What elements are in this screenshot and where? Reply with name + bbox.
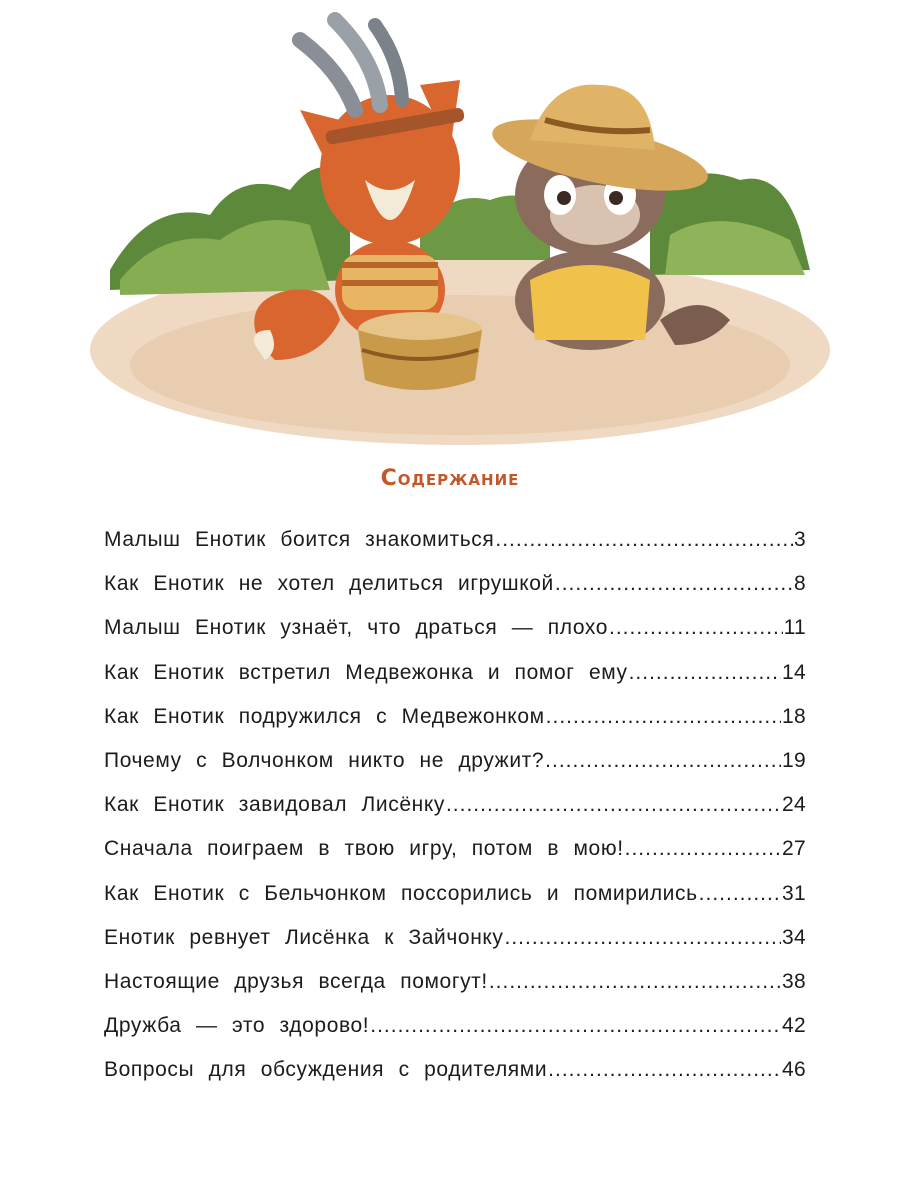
toc-entry-title: Почему с Волчонком никто не дружит?	[104, 748, 545, 772]
toc-leader-dots	[629, 661, 781, 685]
toc-entry[interactable]	[104, 837, 806, 881]
toc-entry-title: Как Енотик завидовал Лисёнку	[104, 793, 445, 817]
toc-leader-dots	[446, 793, 781, 817]
toc-leader-dots	[545, 749, 781, 773]
toc-entry-page: 3	[794, 528, 806, 551]
toc-entry[interactable]	[104, 616, 806, 660]
toc-entry-title: Малыш Енотик боится знакомиться	[104, 528, 495, 551]
toc-entry[interactable]	[104, 572, 806, 616]
toc-title: Содержание	[380, 466, 520, 491]
toc-entry-title: Как Енотик не хотел делиться игрушкой	[104, 572, 554, 596]
toc-entry-title: Вопросы для обсуждения с родителями	[104, 1058, 548, 1082]
toc-entry-title: Енотик ревнует Лисёнка к Зайчонку	[104, 925, 504, 949]
toc-entry-page: 24	[782, 793, 806, 817]
toc-entry-page: 14	[782, 660, 806, 684]
table-of-contents	[104, 528, 806, 1102]
toc-entry-page: 19	[782, 748, 806, 772]
toc-leader-dots	[370, 1014, 781, 1038]
toc-entry-page: 34	[782, 925, 806, 949]
toc-entry[interactable]	[104, 749, 806, 793]
toc-entry-page: 27	[782, 837, 806, 861]
toc-entry-title: Как Енотик встретил Медвежонка и помог ему	[104, 660, 628, 684]
toc-entry[interactable]	[104, 661, 806, 705]
toc-entry-title: Сначала поиграем в твою игру, потом в мою!	[104, 837, 624, 861]
toc-leader-dots	[495, 528, 793, 552]
toc-leader-dots	[489, 970, 781, 994]
toc-entry[interactable]	[104, 1014, 806, 1058]
toc-leader-dots	[609, 616, 783, 640]
toc-entry-title: Как Енотик подружился с Медвежонком	[104, 704, 545, 728]
toc-entry-page: 46	[782, 1058, 806, 1082]
toc-entry[interactable]	[104, 528, 806, 572]
toc-leader-dots	[546, 705, 781, 729]
toc-leader-dots	[699, 882, 781, 906]
toc-entry-page: 8	[794, 572, 806, 596]
toc-entry[interactable]	[104, 705, 806, 749]
toc-entry[interactable]	[104, 1058, 806, 1102]
toc-entry-title: Малыш Енотик узнаёт, что драться — плохо	[104, 616, 609, 640]
toc-entry-page: 38	[782, 969, 806, 993]
illustration-svg	[90, 0, 830, 450]
toc-leader-dots	[505, 926, 782, 950]
toc-entry[interactable]	[104, 970, 806, 1014]
toc-entry-title: Как Енотик с Бельчонком поссорились и помирились	[104, 881, 698, 905]
toc-leader-dots	[625, 837, 781, 861]
toc-entry-page: 18	[782, 704, 806, 728]
toc-entry[interactable]	[104, 926, 806, 970]
toc-entry-page: 11	[783, 616, 806, 640]
feathers	[300, 40, 355, 110]
toc-leader-dots	[555, 572, 793, 596]
toc-entry[interactable]	[104, 882, 806, 926]
toc-entry-title: Дружба — это здорово!	[104, 1014, 370, 1038]
toc-entry-title: Настоящие друзья всегда помогут!	[104, 969, 488, 993]
toc-entry-page: 42	[782, 1014, 806, 1038]
toc-entry[interactable]	[104, 793, 806, 837]
toc-leader-dots	[548, 1058, 781, 1082]
fox-and-raccoon-illustration	[90, 0, 830, 450]
toc-entry-page: 31	[782, 881, 806, 905]
